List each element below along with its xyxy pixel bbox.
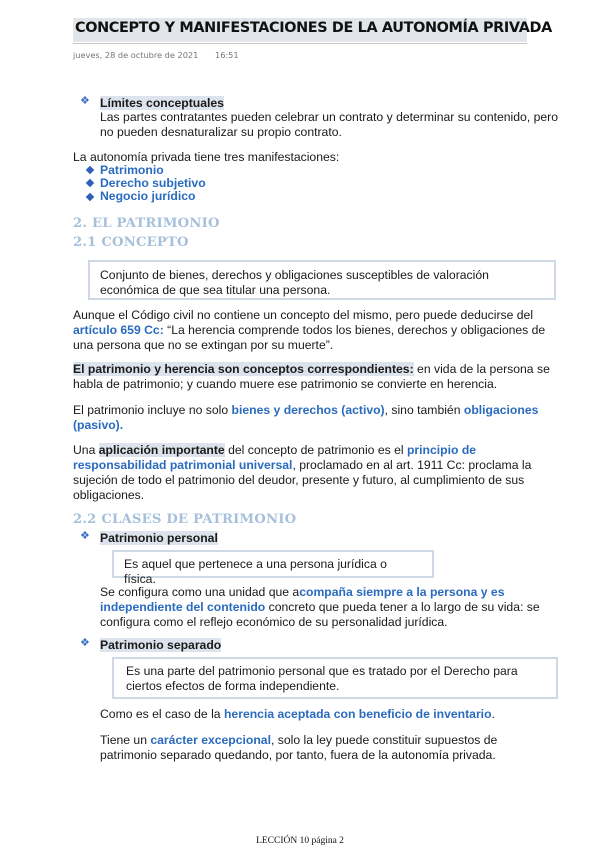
list-item-derecho-subjetivo: Derecho subjetivo bbox=[100, 176, 206, 190]
separado-definition-box bbox=[112, 657, 558, 699]
patrimonio-personal-heading: Patrimonio personal bbox=[100, 531, 218, 545]
paragraph-patrimonio-herencia: El patrimonio y herencia son conceptos correspondientes: en vida de la persona se habla de patrimonio; y cuando muere ese patrimonio se convierte en herencia. bbox=[73, 362, 550, 391]
subsection-heading-clases: 2.2 CLASES DE PATRIMONIO bbox=[73, 512, 297, 527]
highlight-conceptos-correspondientes: El patrimonio y herencia son conceptos correspondientes: bbox=[73, 362, 414, 376]
page-time: 16:51 bbox=[215, 50, 239, 60]
list-item-patrimonio: Patrimonio bbox=[100, 163, 164, 177]
paragraph-herencia-inventario: Como es el caso de la herencia aceptada con beneficio de inventario. bbox=[100, 707, 495, 721]
separado-definition-text: Es una parte del patrimonio personal que es tratado por el Derecho para ciertos efectos de forma independiente. bbox=[126, 664, 518, 693]
definition-text: Conjunto de bienes, derechos y obligaciones susceptibles de valoración económica de que sea titular una persona. bbox=[100, 268, 489, 297]
manifestaciones-intro: La autonomía privada tiene tres manifestaciones: bbox=[73, 150, 340, 164]
diamond-bullet-icon bbox=[86, 179, 94, 187]
paragraph-responsabilidad-universal: Una aplicación importante del concepto de patrimonio es el principio de responsabilidad patrimonial universal, proclamado en al art. 1911 Cc: proclama la sujeción de todo el patrimonio del deudor, presente y futuro, al cumplimiento de sus obligaciones. bbox=[73, 443, 532, 502]
personal-definition-text: Es aquel que pertenece a una persona jurídica o física. bbox=[124, 557, 387, 586]
diamond-outline-bullet-icon: ❖ bbox=[80, 637, 90, 649]
page-title: CONCEPTO Y MANIFESTACIONES DE LA AUTONOMÍA PRIVADA bbox=[75, 20, 552, 36]
articulo-659-ref: artículo 659 Cc: bbox=[73, 323, 164, 337]
limites-heading: Límites conceptuales bbox=[100, 96, 224, 110]
paragraph-caracter-excepcional: Tiene un carácter excepcional, solo la ley puede constituir supuestos de patrimonio separado quedando, por tanto, fuera de la autonomía privada. bbox=[100, 733, 498, 762]
title-highlight bbox=[73, 18, 552, 42]
paragraph-articulo-659: Aunque el Código civil no contiene un concepto del mismo, pero puede deducirse del artículo 659 Cc: “La herencia comprende todos los bienes, derechos y obligaciones de una persona que no se extingan por su muerte”. bbox=[73, 308, 546, 352]
page-footer: LECCIÓN 10 página 2 bbox=[256, 836, 344, 846]
title-divider bbox=[73, 43, 527, 44]
page-date: jueves, 28 de octubre de 2021 bbox=[73, 50, 199, 60]
personal-definition-box bbox=[112, 550, 434, 586]
diamond-bullet-icon bbox=[86, 193, 94, 201]
paragraph-activo-pasivo: El patrimonio incluye no solo bienes y derechos (activo), sino también obligaciones (pasivo). bbox=[73, 403, 539, 432]
definition-box bbox=[88, 260, 556, 300]
diamond-outline-bullet-icon: ❖ bbox=[80, 95, 90, 107]
paragraph-personal: Se configura como una unidad que acompaña siempre a la persona y es independiente del contenido concreto que pueda tener a lo largo de su vida: se configura como el reflejo económico de su personalidad jurídica. bbox=[100, 585, 540, 629]
list-item-negocio-juridico: Negocio jurídico bbox=[100, 189, 196, 203]
diamond-outline-bullet-icon: ❖ bbox=[80, 530, 90, 542]
limites-text: Las partes contratantes pueden celebrar un contrato y determinar su contenido, pero no pueden desnaturalizar su propio contrato. bbox=[100, 110, 558, 139]
section-heading-patrimonio: 2. EL PATRIMONIO bbox=[73, 216, 220, 231]
diamond-bullet-icon bbox=[86, 166, 94, 174]
subsection-heading-concepto: 2.1 CONCEPTO bbox=[73, 235, 189, 250]
patrimonio-separado-heading: Patrimonio separado bbox=[100, 638, 222, 652]
